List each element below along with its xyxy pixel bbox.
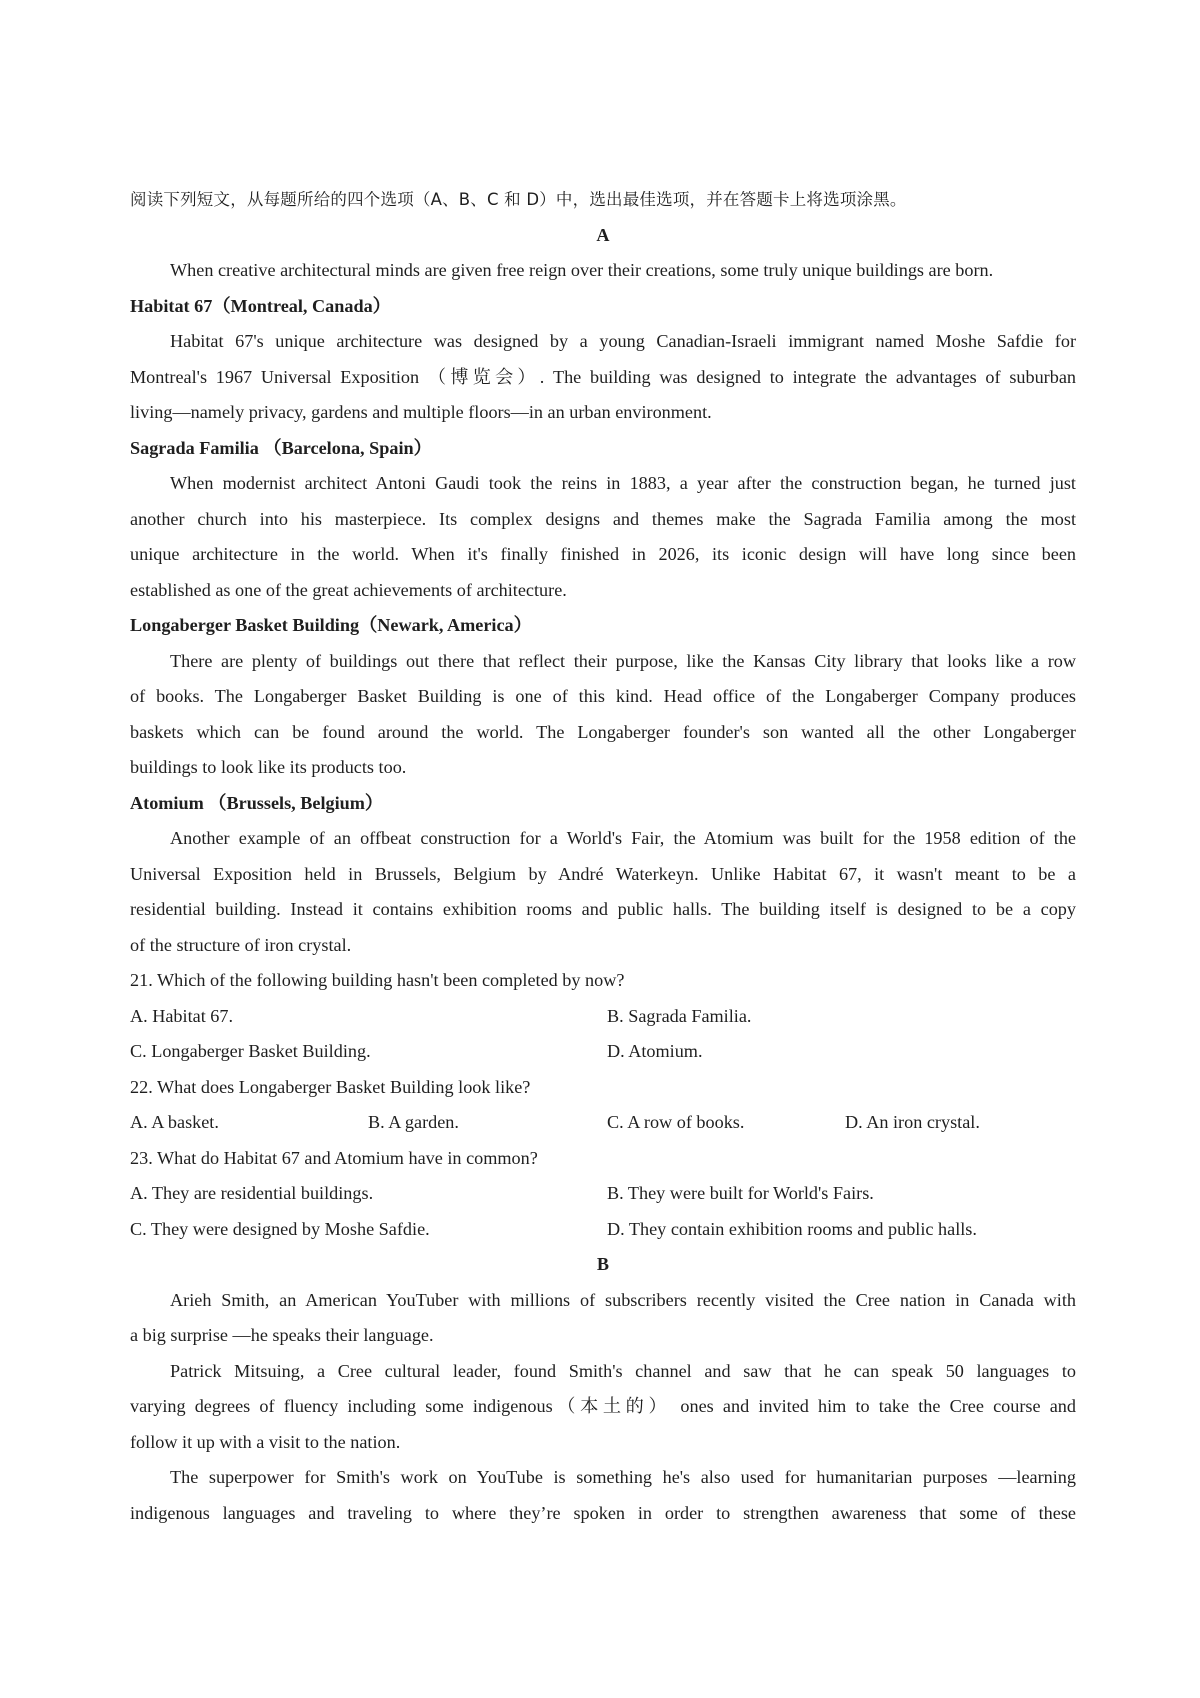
paragraph-line: living—namely privacy, gardens and multiple floors—in an urban environment. [130,402,712,422]
option-d: D. Atomium. [607,1041,703,1061]
option-b: B. They were built for World's Fairs. [607,1183,874,1203]
section-heading: Habitat 67（Montreal, Canada） [130,295,391,316]
paragraph-line: another church into his masterpiece. Its complex designs and themes make the Sagrada Familia among the most [130,508,1076,529]
option-a: A. Habitat 67. [130,1005,234,1026]
option-d: D. An iron crystal. [845,1112,980,1132]
option-group [130,999,1076,1070]
paragraph-line: indigenous languages and traveling to where they’re spoken in order to strengthen awareness that some of these [130,1502,1076,1523]
option-a: A. They are residential buildings. [130,1183,374,1203]
paragraph-line: established as one of the great achievements of architecture. [130,579,567,600]
reading-section [130,182,1076,1531]
paragraph-line: buildings to look like its products too. [130,757,407,777]
paragraph-line: Montreal's 1967 Universal Exposition （博览会）. The building was designed to integrate the advantages of suburban [130,366,1076,387]
passage-a-label: A [596,224,610,245]
option-a: A. A basket. [130,1112,219,1132]
question-stem: 21. Which of the following building hasn't been completed by now? [130,970,625,990]
paragraph-line: residential building. Instead it contains exhibition rooms and public halls. The building itself is designed to be a copy [130,899,1076,919]
paragraph-line: The superpower for Smith's work on YouTube is something he's also used for humanitarian purposes —learning [170,1467,1076,1487]
instruction-text: 阅读下列短文，从每题所给的四个选项（A、B、C 和 D）中，选出最佳选项，并在答题卡上将选项涂黑。 [130,190,907,209]
paragraph-line: follow it up with a visit to the nation. [130,1431,401,1452]
option-group [130,1176,1076,1247]
question-stem: 22. What does Longaberger Basket Building look like? [130,1076,531,1097]
question-stem: 23. What do Habitat 67 and Atomium have in common? [130,1147,538,1168]
paragraph-line: Patrick Mitsuing, a Cree cultural leader, found Smith's channel and saw that he can speak 50 languages to [170,1360,1076,1381]
paragraph-line: of books. The Longaberger Basket Building is one of this kind. Head office of the Longaberger Company produces [130,686,1076,706]
paragraph-line: of the structure of iron crystal. [130,934,352,955]
section-heading: Sagrada Familia （Barcelona, Spain） [130,437,432,458]
paragraph-line: a big surprise —he speaks their language. [130,1325,434,1345]
option-b: B. A garden. [368,1112,459,1132]
passage-b-label: B [596,1254,610,1274]
section-heading: Atomium （Brussels, Belgium） [130,792,384,813]
paragraph-line: baskets which can be found around the world. The Longaberger founder's son wanted all the other Longaberger [130,721,1076,742]
paragraph-line: There are plenty of buildings out there that reflect their purpose, like the Kansas City library that looks like a row [170,650,1076,671]
paragraph-line: Habitat 67's unique architecture was designed by a young Canadian-Israeli immigrant named Moshe Safdie for [170,331,1076,351]
paragraph-line: varying degrees of fluency including some indigenous（本土的） ones and invited him to take the Cree course and [130,1396,1076,1416]
paragraph-line: Arieh Smith, an American YouTuber with millions of subscribers recently visited the Cree nation in Canada with [170,1289,1076,1310]
paragraph-line: When modernist architect Antoni Gaudi took the reins in 1883, a year after the construction began, he turned just [170,473,1076,493]
paragraph-line: Universal Exposition held in Brussels, Belgium by André Waterkeyn. Unlike Habitat 67, it wasn't meant to be a [130,863,1076,884]
passage-a-intro: When creative architectural minds are given free reign over their creations, some truly unique buildings are born. [170,260,994,280]
paragraph-line: Another example of an offbeat construction for a World's Fair, the Atomium was built for the 1958 edition of the [170,828,1076,848]
option-d: D. They contain exhibition rooms and public halls. [607,1218,977,1239]
option-c: C. They were designed by Moshe Safdie. [130,1218,430,1239]
option-group [130,1105,1076,1141]
option-c: C. Longaberger Basket Building. [130,1041,371,1061]
paragraph-line: unique architecture in the world. When it's finally finished in 2026, its iconic design will have long since been [130,544,1076,564]
section-heading: Longaberger Basket Building（Newark, America） [130,615,532,635]
option-b: B. Sagrada Familia. [607,1005,752,1026]
option-c: C. A row of books. [607,1112,745,1132]
